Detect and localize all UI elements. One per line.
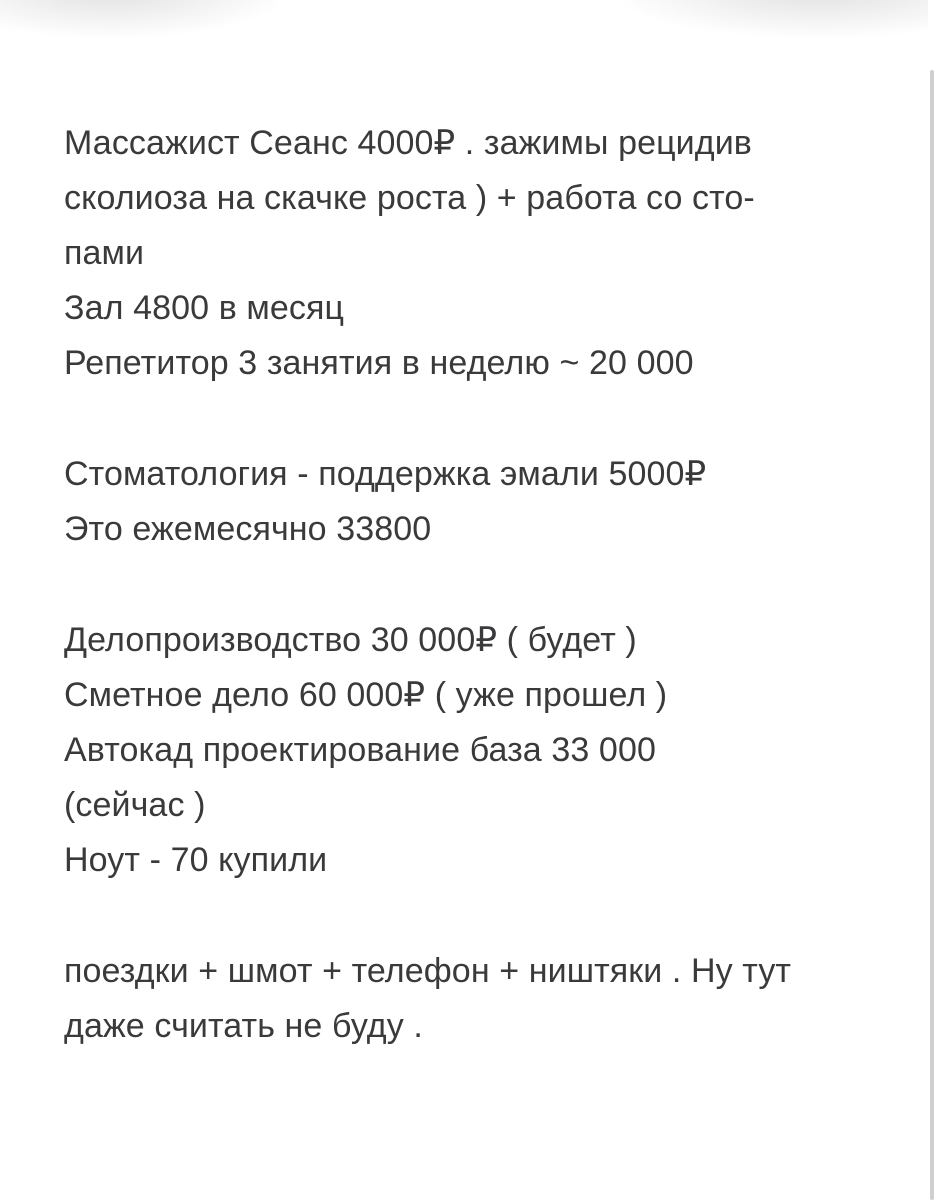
note-line: Стоматология - поддержка эмали 5000₽ (64, 455, 707, 493)
blank-line (64, 391, 884, 447)
note-line: Массажист Сеанс 4000₽ . зажимы рецидив (64, 124, 752, 162)
note-line: Сметное дело 60 000₽ ( уже прошел ) (64, 676, 668, 714)
scroll-track (928, 0, 938, 1200)
note-line: (сейчас ) (64, 786, 206, 824)
note-line: пами (64, 234, 145, 272)
note-line: Делопроизводство 30 000₽ ( будет ) (64, 621, 637, 659)
note-line: поездки + шмот + телефон + ништяки . Ну тут (64, 952, 792, 990)
top-shadow (0, 0, 938, 80)
note-line: Зал 4800 в месяц (64, 289, 345, 327)
note-line: Автокад проектирование база 33 000 (64, 731, 656, 769)
blank-line (64, 557, 884, 613)
note-line: даже считать не буду . (64, 1007, 423, 1045)
note-line: Ноут - 70 купили (64, 841, 328, 879)
note-line: сколиоза на скачке роста ) + работа со сто- (64, 179, 755, 217)
note-text-area[interactable] (64, 116, 884, 1054)
vertical-scrollbar[interactable] (930, 70, 934, 1200)
blank-line (64, 888, 884, 944)
note-line: Это ежемесячно 33800 (64, 510, 432, 548)
note-line: Репетитор 3 занятия в неделю ~ 20 000 (64, 344, 694, 382)
